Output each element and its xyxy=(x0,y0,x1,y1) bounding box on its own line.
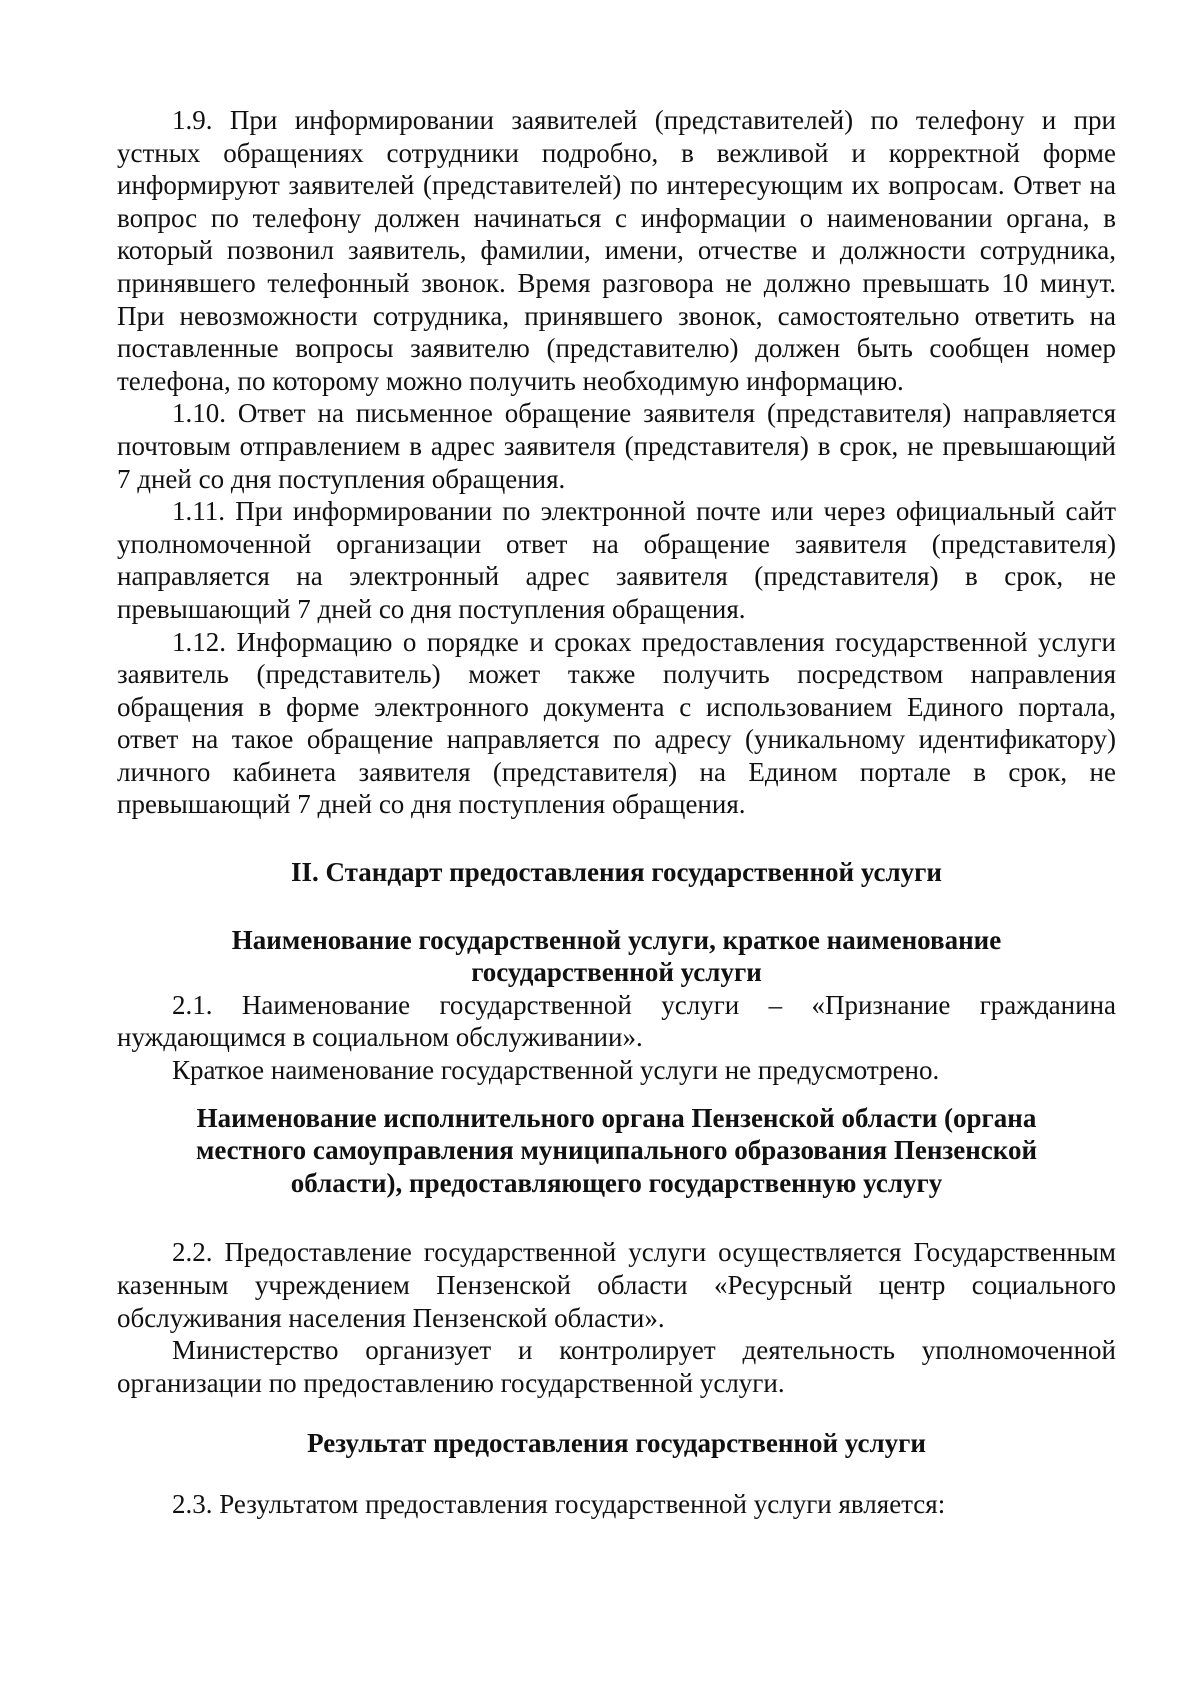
paragraph-2-1: 2.1. Наименование государственной услуги – «Признание гражданина нуждающимся в социальном обслуживании». xyxy=(117,989,1116,1053)
paragraph-2-3: 2.3. Результатом предоставления государственной услуги является: xyxy=(172,1488,946,1519)
paragraph-short-name: Краткое наименование государственной услуги не предусмотрено. xyxy=(172,1055,940,1086)
paragraph-1-9: 1.9. При информировании заявителей (представителей) по телефону и при устных обращениях сотрудники подробно, в вежливой и корректной форме информируют заявителей (представителей) по интересующим их вопросам. Ответ на вопрос по телефону должен начинаться с информации о наименовании органа, в который позвонил заявитель, фамилии, имени, отчестве и должности сотрудника, принявшего телефонный звонок. Время разговора не должно превышать 10 минут. При невозможности сотрудника, принявшего звонок, самостоятельно ответить на поставленные вопросы заявителю (представителю) должен быть сообщен номер телефона, по которому можно получить необходимую информацию. xyxy=(117,105,1116,396)
heading-service-result: Результат предоставления государственной услуги xyxy=(307,1428,926,1459)
paragraph-1-12: 1.12. Информацию о порядке и сроках предоставления государственной услуги заявитель (представитель) может также получить посредством направления обращения в форме электронного документа с использованием Единого портала, ответ на такое обращение направляется по адресу (уникальному идентификатору) личного кабинета заявителя (представителя) на Едином портале в срок, не превышающий 7 дней со дня поступления обращения. xyxy=(117,626,1116,820)
heading-service-name: Наименование государственной услуги, краткое наименование государственной услуги xyxy=(231,924,1002,988)
section-2-title: II. Стандарт предоставления государственной услуги xyxy=(291,857,942,888)
heading-executive-organ: Наименование исполнительного органа Пензенской области (органа местного самоуправления муниципального образования Пензенской области), предоставляющего государственную услугу xyxy=(195,1102,1038,1198)
paragraph-1-10: 1.10. Ответ на письменное обращение заявителя (представителя) направляется почтовым отправлением в адрес заявителя (представителя) в срок, не превышающий 7 дней со дня поступления обращения. xyxy=(117,398,1116,494)
paragraph-ministry: Министерство организует и контролирует деятельность уполномоченной организации по предоставлению государственной услуги. xyxy=(117,1335,1116,1398)
document-page xyxy=(117,104,1116,1521)
paragraph-2-2: 2.2. Предоставление государственной услуги осуществляется Государственным казенным учреждением Пензенской области «Ресурсный центр социального обслуживания населения Пензенской области». xyxy=(117,1237,1116,1333)
paragraph-1-11: 1.11. При информировании по электронной почте или через официальный сайт уполномоченной организации ответ на обращение заявителя (представителя) направляется на электронный адрес заявителя (представителя) в срок, не превышающий 7 дней со дня поступления обращения. xyxy=(117,496,1116,624)
